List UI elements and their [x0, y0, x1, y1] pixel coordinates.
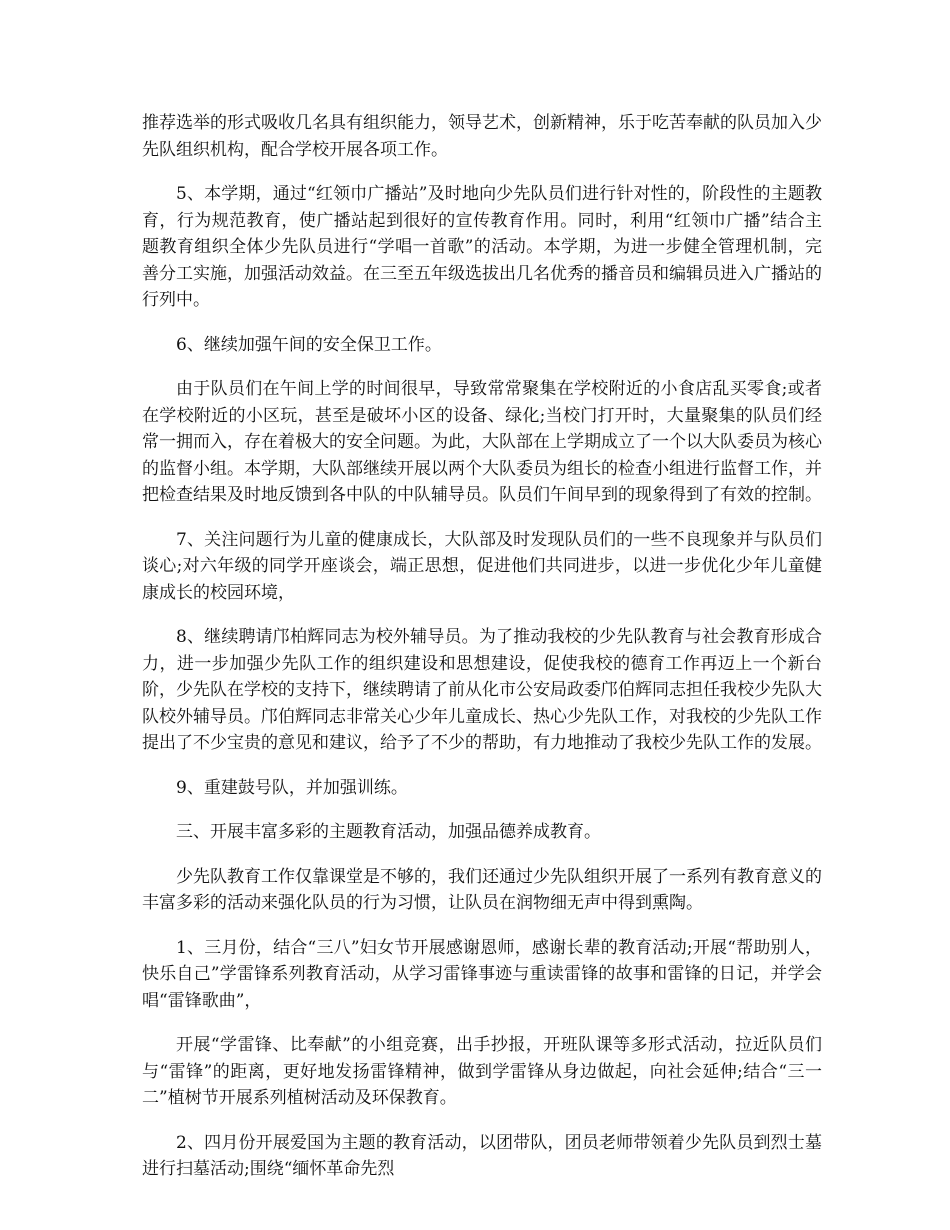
paragraph-5: 7、关注问题行为儿童的健康成长，大队部及时发现队员们的一些不良现象并与队员们谈心;对六年级的同学开座谈会，端正思想，促进他们共同进步，以进一步优化少年儿童健康成长的校园环境， — [142, 529, 822, 603]
paragraph-9: 少先队教育工作仅靠课堂是不够的，我们还通过少先队组织开展了一系列有教育意义的丰富多彩的活动来强化队员的行为习惯，让队员在润物细无声中得到熏陶。 — [142, 866, 822, 913]
paragraph-8: 三、开展丰富多彩的主题教育活动，加强品德养成教育。 — [176, 822, 601, 842]
paragraph-7: 9、重建鼓号队，并加强训练。 — [176, 777, 408, 798]
paragraph-1: 推荐选举的形式吸收几名具有组织能力，领导艺术，创新精神，乐于吃苦奉献的队员加入少先队组织机构，配合学校开展各项工作。 — [142, 113, 822, 160]
paragraph-4: 由于队员们在午间上学的时间很早，导致常常聚集在学校附近的小食店乱买零食;或者在学校附近的小区玩，甚至是破坏小区的设备、绿化;当校门打开时，大量聚集的队员们经常一拥而入，存在着极大的安全问题。为此，大队部在上学期成立了一个以大队委员为核心的监督小组。本学期，大队部继续开展以两个大队委员为组长的检查小组进行监督工作，并把检查结果及时地反馈到各中队的中队辅导员。队员们午间早到的现象得到了有效的控制。 — [142, 379, 822, 505]
paragraph-2: 5、本学期，通过“红领巾广播站”及时地向少先队员们进行针对性的，阶段性的主题教育，行为规范教育，使广播站起到很好的宣传教育作用。同时，利用“红领巾广播”结合主题教育组织全体少先队员进行“学唱一首歌”的活动。本学期，为进一步健全管理机制，完善分工实施，加强活动效益。在三至五年级选拔出几名优秀的播音员和编辑员进入广播站的行列中。 — [142, 184, 822, 310]
paragraph-3: 6、继续加强午间的安全保卫工作。 — [176, 334, 442, 355]
paragraph-10: 1、三月份，结合“三八”妇女节开展感谢恩师，感谢长辈的教育活动;开展“帮助别人，快乐自己”学雷锋系列教育活动，从学习雷锋事迹与重读雷锋的故事和雷锋的日记，并学会唱“雷锋歌曲”， — [142, 937, 822, 1011]
document-body — [142, 110, 822, 1201]
paragraph-12: 2、四月份开展爱国为主题的教育活动，以团带队，团员老师带领着少先队员到烈士墓进行扫墓活动;围绕“缅怀革命先烈 — [142, 1132, 822, 1179]
paragraph-11: 开展“学雷锋、比奉献”的小组竞赛，出手抄报，开班队课等多形式活动，拉近队员们与“雷锋”的距离，更好地发扬雷锋精神，做到学雷锋从身边做起，向社会延伸;结合“三一二”植树节开展系列植树活动及环保教育。 — [142, 1035, 822, 1108]
paragraph-6: 8、继续聘请邝柏辉同志为校外辅导员。为了推动我校的少先队教育与社会教育形成合力，进一步加强少先队工作的组织建设和思想建设，促使我校的德育工作再迈上一个新台阶，少先队在学校的支持下，继续聘请了前从化市公安局政委邝伯辉同志担任我校少先队大队校外辅导员。邝伯辉同志非常关心少年儿童成长、热心少先队工作，对我校的少先队工作提出了不少宝贵的意见和建议，给予了不少的帮助，有力地推动了我校少先队工作的发展。 — [142, 627, 822, 753]
